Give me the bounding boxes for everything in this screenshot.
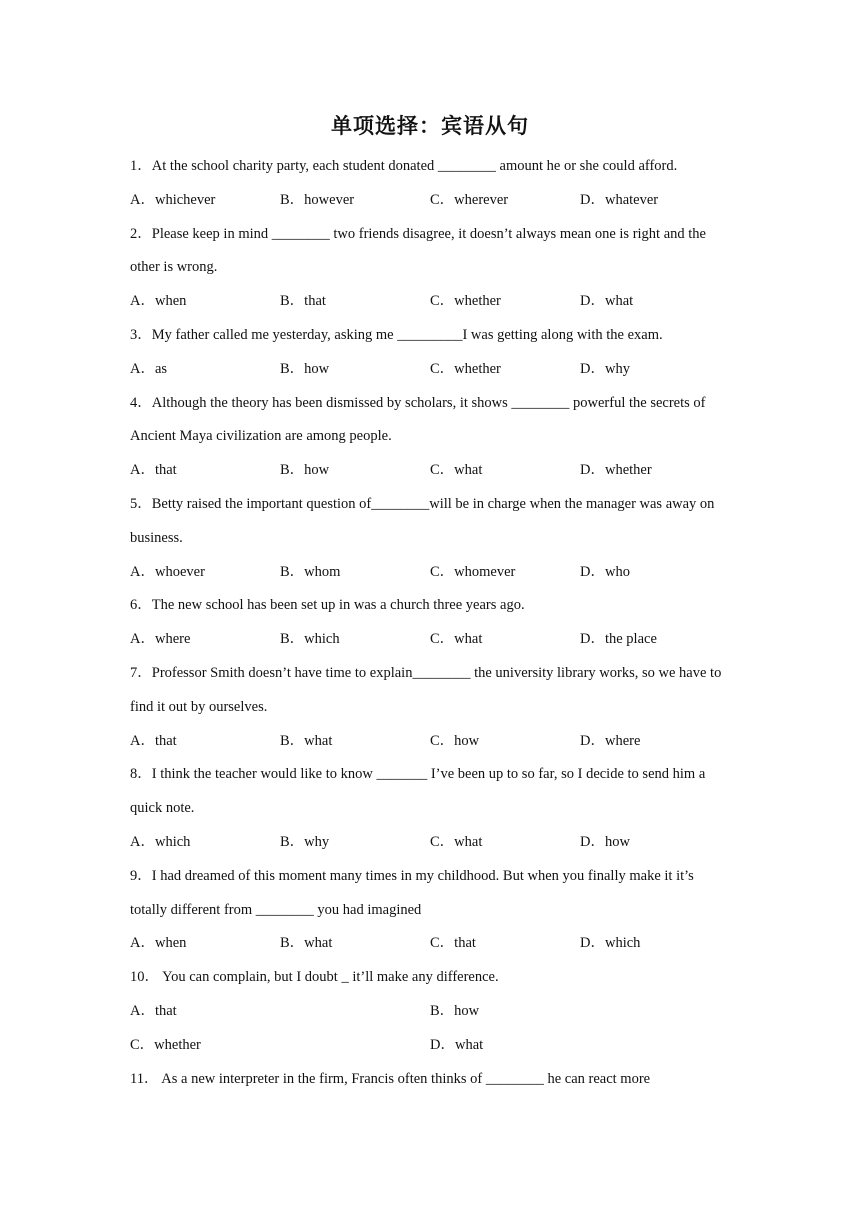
question-8-stem: 8．I think the teacher would like to know _______ I’ve been up to so far, so I decide to send him a quick note. [130,766,706,817]
question-1-stem: 1．At the school charity party, each student donated ________ amount he or she could afford. [130,158,678,174]
question-6-options [130,623,732,657]
question-7-options [130,725,732,759]
question-10-options [130,995,732,1063]
option-d: D．who [580,563,630,580]
option-a: A．which [130,833,191,850]
option-a: A．whichever [130,191,216,208]
question-list [130,150,732,1096]
question-3-options [130,353,732,387]
option-a: A．where [130,631,191,648]
option-b: B．what [280,935,333,952]
question-6-stem: 6．The new school has been set up in was a church three years ago. [130,597,525,614]
option-b: B．how [280,360,330,377]
option-d: D．whatever [580,191,659,208]
option-c: C．how [430,732,480,749]
question-7-stem: 7．Professor Smith doesn’t have time to explain________ the university library works, so we have to find it out by ourselves. [130,664,722,715]
option-b: B．how [280,462,330,479]
option-d: D．where [580,732,641,749]
question-2-options [130,285,732,319]
option-b: B．why [280,833,330,850]
option-c: C．what [430,833,483,850]
option-a: A．as [130,360,168,377]
option-d: D．why [580,360,630,377]
option-b: B．how [430,1002,480,1019]
option-c: C．whether [130,1036,201,1053]
option-c: C．whomever [430,563,516,580]
option-c: C．what [430,462,483,479]
option-a: A．when [130,293,187,310]
option-b: B．however [280,191,355,208]
option-c: C．what [430,631,483,648]
page-title: 单项选择：宾语从句 [331,114,529,138]
question-4-stem: 4．Although the theory has been dismissed by scholars, it shows ________ powerful the secrets of Ancient Maya civilization are among people. [130,394,706,445]
option-d: D．the place [580,631,657,648]
question-5-stem: 5．Betty raised the important question of________will be in charge when the manager was away on business. [130,495,715,546]
option-b: B．which [280,631,340,648]
option-c: C．whether [430,293,501,310]
option-c: C．that [430,935,476,952]
option-d: D．which [580,935,641,952]
question-8-options [130,826,732,860]
option-a: A．that [130,1002,177,1019]
option-a: A．whoever [130,563,205,580]
option-b: B．whom [280,563,341,580]
question-1-options [130,184,732,218]
option-d: D．whether [580,462,652,479]
question-5-options [130,556,732,590]
option-b: B．that [280,293,326,310]
option-d: D．what [580,293,634,310]
question-11-stem: 11． As a new interpreter in the firm, Francis often thinks of ________ he can react more [130,1070,651,1087]
option-c: C．wherever [430,191,509,208]
question-10-stem: 10． You can complain, but I doubt _ it’ll make any difference. [130,969,499,986]
option-a: A．when [130,935,187,952]
option-d: D．how [580,833,630,850]
question-4-options [130,454,732,488]
option-d: D．what [430,1036,484,1053]
option-a: A．that [130,732,177,749]
option-a: A．that [130,462,177,479]
question-2-stem: 2．Please keep in mind ________ two friends disagree, it doesn’t always mean one is right and the other is wrong. [130,225,706,276]
option-c: C．whether [430,360,501,377]
option-b: B．what [280,732,333,749]
question-9-options [130,927,732,961]
question-3-stem: 3．My father called me yesterday, asking me _________I was getting along with the exam. [130,326,663,343]
question-9-stem: 9．I had dreamed of this moment many times in my childhood. But when you finally make it it’s totally different from ________ you had imagined [130,867,694,918]
